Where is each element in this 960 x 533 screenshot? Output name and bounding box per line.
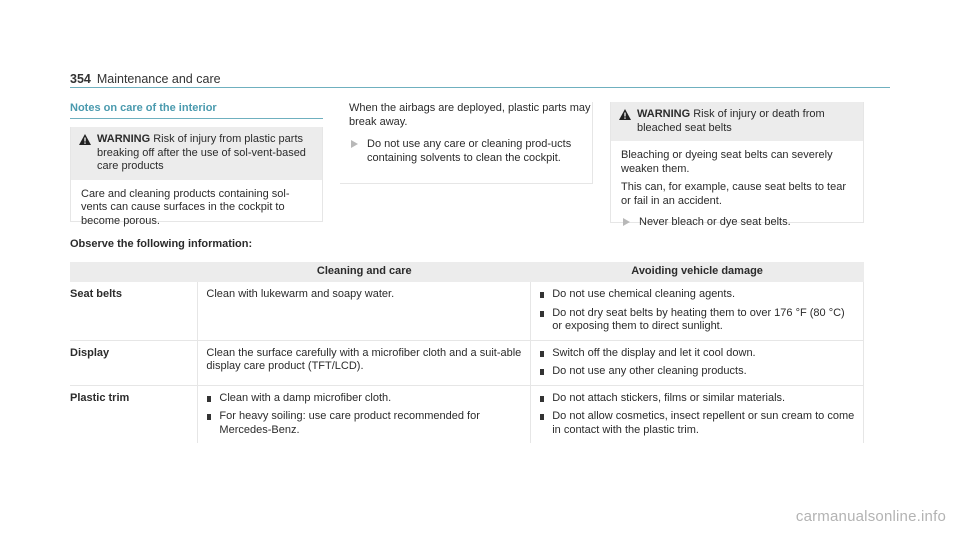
table-header-row (70, 262, 864, 282)
table-cell (531, 282, 864, 340)
warning-box-plastic (70, 127, 323, 227)
table-cell: Clean with lukewarm and soapy water. (198, 282, 531, 340)
chapter-title: Maintenance and care (96, 72, 221, 86)
warning-label: WARNING (97, 133, 151, 145)
section-rule (70, 118, 323, 119)
table-cell: Clean the surface carefully with a microfiber cloth and a suit-able display care product (TFT/LCD). (198, 340, 531, 385)
arrow-right-icon (351, 140, 358, 148)
list-item (206, 410, 522, 437)
list-item-text: Clean with a damp microfiber cloth. (219, 391, 392, 404)
list-item-text: Do not attach stickers, films or similar materials. (552, 391, 786, 404)
bullet-icon (207, 414, 211, 420)
row-label: Display (70, 340, 198, 385)
row-label: Seat belts (70, 282, 198, 340)
warning-triangle-icon (619, 109, 631, 120)
page-number: 354 (70, 72, 91, 86)
warning-triangle-icon (79, 134, 91, 145)
table-cell (198, 385, 531, 443)
table-cell (531, 340, 864, 385)
table-cell (531, 385, 864, 443)
observe-heading: Observe the following information: (70, 238, 253, 250)
warning-body (71, 180, 322, 240)
bullet-icon (540, 369, 544, 375)
instruction-item (349, 138, 592, 165)
list-item (206, 392, 522, 406)
bullet-list (539, 392, 855, 438)
bullet-list (539, 288, 855, 334)
bullet-icon (540, 351, 544, 357)
instruction-item (621, 216, 853, 230)
bullet-list (539, 347, 855, 379)
row-label: Plastic trim (70, 391, 130, 404)
list-item-text: Switch off the display and let it cool down. (552, 346, 756, 359)
warning-title: Risk of injury from plastic parts breaking off after the use of sol-vent-based care products (97, 133, 306, 172)
page-header (70, 72, 221, 86)
list-item-text: For heavy soiling: use care product recommended for Mercedes-Benz. (219, 410, 480, 436)
list-item-text: Do not use chemical cleaning agents. (552, 288, 736, 300)
bullet-icon (540, 292, 544, 298)
warning-label: WARNING (637, 108, 691, 120)
warning-text: Bleaching or dyeing seat belts can severely weaken them. (621, 149, 833, 175)
warning-text: Care and cleaning products containing sol-vents can cause surfaces in the cockpit to become porous. (81, 187, 290, 227)
list-item (539, 410, 855, 437)
warning-title: Risk of injury or death from bleached seat belts (637, 108, 825, 134)
header-rule (70, 87, 890, 88)
table-row (70, 385, 864, 443)
airbag-note (340, 102, 593, 184)
table-header (70, 262, 198, 282)
instruction-text: Do not use any care or cleaning prod-ucts containing solvents to clean the cockpit. (367, 138, 572, 164)
warning-header (71, 127, 322, 180)
table-header: Cleaning and care (198, 262, 531, 282)
warning-text: This can, for example, cause seat belts to tear or fail in an accident. (621, 181, 847, 207)
bullet-icon (540, 396, 544, 402)
section-title: Notes on care of the interior (70, 102, 217, 114)
list-item (539, 347, 855, 361)
bullet-icon (207, 396, 211, 402)
list-item-text: Do not use any other cleaning products. (552, 365, 747, 377)
airbag-text: When the airbags are deployed, plastic parts may break away. (349, 102, 591, 128)
list-item (539, 288, 855, 302)
list-item-text: Do not allow cosmetics, insect repellent or sun cream to come in contact with the plastic trim. (552, 410, 855, 436)
arrow-right-icon (623, 218, 630, 226)
list-item-text: Do not dry seat belts by heating them to over 176 °F (80 °C) or exposing them to direct sunlight. (552, 306, 845, 332)
instruction-text: Never bleach or dye seat belts. (639, 216, 791, 228)
care-table (70, 262, 864, 443)
table-header: Avoiding vehicle damage (531, 262, 864, 282)
table-row (70, 340, 864, 385)
warning-header (611, 102, 863, 141)
list-item (539, 392, 855, 406)
watermark: carmanualsonline.info (795, 508, 946, 525)
list-item (539, 307, 855, 334)
warning-body (611, 141, 863, 236)
table-row (70, 282, 864, 340)
bullet-list (206, 392, 522, 438)
warning-box-seatbelts (610, 102, 864, 228)
list-item (539, 365, 855, 379)
bullet-icon (540, 311, 544, 317)
bullet-icon (540, 414, 544, 420)
table-body (70, 282, 864, 443)
